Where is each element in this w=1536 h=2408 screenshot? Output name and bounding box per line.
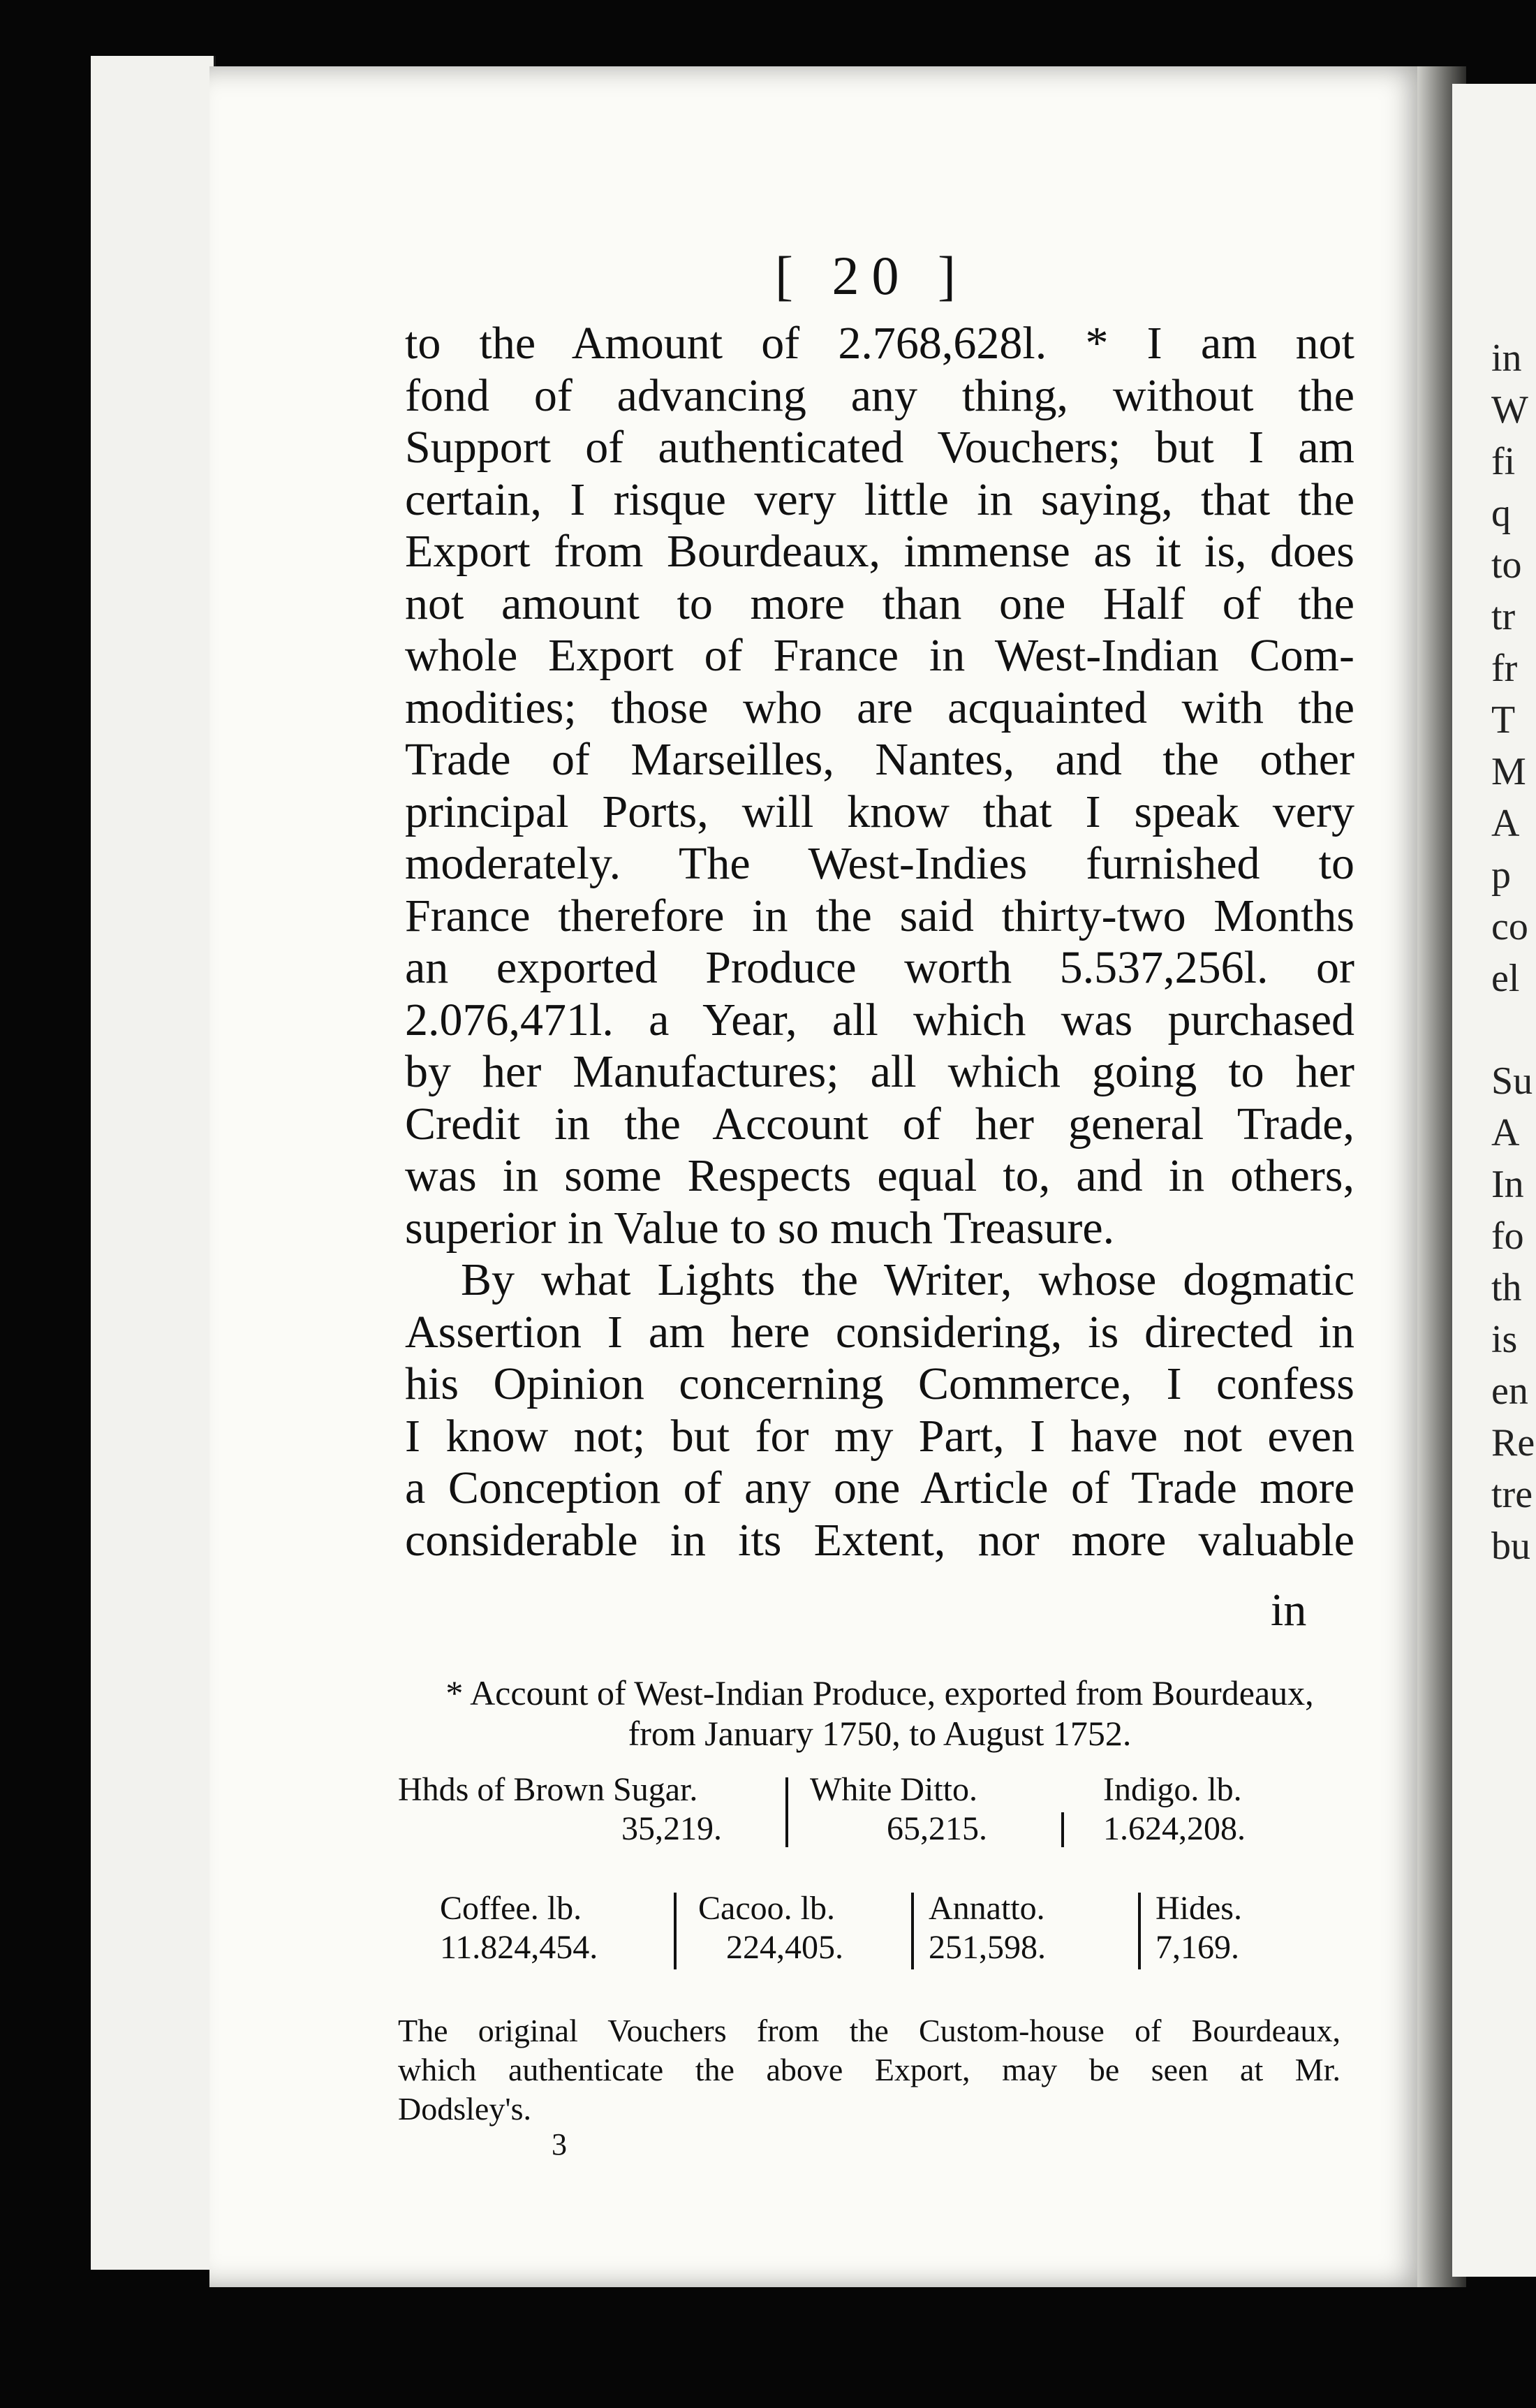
text-line: was in some Respects equal to, and in others,	[405, 1150, 1354, 1201]
cell-value: 251,598.	[929, 1929, 1046, 1966]
text-line: 2.076,471l. a Year, all which was purchased	[405, 994, 1354, 1045]
facing-text-fragment: p	[1491, 853, 1511, 897]
table-separator	[674, 1893, 677, 1969]
table-cell	[810, 1770, 987, 1849]
text-line: to the Amount of 2.768,628l. * I am not	[405, 318, 1354, 369]
text-line: I know not; but for my Part, I have not even	[405, 1410, 1354, 1462]
vouchers-note	[398, 2011, 1341, 2129]
cell-value: 224,405.	[726, 1929, 843, 1966]
cell-label: Coffee. lb.	[440, 1890, 582, 1927]
text-line: whole Export of France in West-Indian Com-	[405, 630, 1354, 681]
facing-text-fragment: en	[1491, 1370, 1528, 1413]
facing-text-fragment: M	[1491, 750, 1526, 793]
text-line: Support of authenticated Vouchers; but I am	[405, 422, 1354, 473]
cell-label: Hhds of Brown Sugar.	[398, 1771, 698, 1808]
cell-value: 65,215.	[887, 1810, 987, 1847]
text-line: modities; those who are acquainted with the	[405, 682, 1354, 733]
facing-text-fragment: in	[1491, 337, 1522, 380]
main-text	[405, 318, 1354, 1566]
facing-page	[1452, 84, 1536, 2277]
facing-text-fragment: bu	[1491, 1525, 1530, 1568]
facing-text-fragment: to	[1491, 543, 1522, 587]
table-cell	[698, 1889, 843, 1967]
facing-text-fragment: Su	[1491, 1059, 1533, 1103]
text-line: fond of advancing any thing, without the	[405, 369, 1354, 421]
signature-mark: 3	[552, 2127, 567, 2161]
text-line: by her Manufactures; all which going to her	[405, 1046, 1354, 1097]
table-separator	[1138, 1893, 1141, 1969]
text-line: superior in Value to so much Treasure.	[405, 1202, 1115, 1254]
table-separator	[785, 1777, 788, 1847]
facing-text-fragment: tre	[1491, 1473, 1533, 1516]
text-line: principal Ports, will know that I speak very	[405, 786, 1354, 837]
text-line: certain, I risque very little in saying, that the	[405, 473, 1354, 525]
text-line: considerable in its Extent, nor more valuable	[405, 1514, 1354, 1566]
table-cell	[440, 1889, 598, 1967]
table-cell	[398, 1770, 722, 1849]
text-line: By what Lights the Writer, whose dogmatic	[461, 1254, 1354, 1305]
facing-text-fragment: co	[1491, 905, 1528, 948]
table-cell	[929, 1889, 1046, 1967]
cell-value: 7,169.	[1155, 1929, 1239, 1966]
facing-text-fragment: A	[1491, 1111, 1520, 1154]
facing-text-fragment: fr	[1491, 647, 1518, 690]
text-line: Trade of Marseilles, Nantes, and the other	[405, 734, 1354, 785]
facing-text-fragment: th	[1491, 1266, 1522, 1309]
table-separator	[911, 1893, 914, 1969]
text-line: his Opinion concerning Commerce, I confess	[405, 1358, 1354, 1409]
facing-text-fragment: el	[1491, 957, 1520, 1000]
text-line: moderately. The West-Indies furnished to	[405, 838, 1354, 889]
facing-text-fragment: tr	[1491, 595, 1516, 638]
cell-label: Indigo. lb.	[1103, 1771, 1242, 1808]
facing-text-fragment: is	[1491, 1318, 1518, 1361]
facing-text-fragment: T	[1491, 698, 1516, 742]
footnote-subtitle: from January 1750, to August 1752.	[628, 1714, 1132, 1753]
cell-label: Cacoo. lb.	[698, 1890, 835, 1927]
facing-text-fragment: A	[1491, 802, 1520, 845]
page-number: [ 20 ]	[775, 245, 968, 306]
text-line: France therefore in the said thirty-two Months	[405, 890, 1354, 941]
facing-text-fragment: In	[1491, 1163, 1524, 1206]
text-line: Assertion I am here considering, is directed in	[405, 1306, 1354, 1358]
facing-text-fragment: W	[1491, 388, 1528, 432]
footnote-title: * Account of West-Indian Produce, exported from Bourdeaux,	[445, 1673, 1314, 1712]
catchword: in	[1271, 1585, 1307, 1636]
vouchers-line: which authenticate the above Export, may be seen at Mr.	[398, 2052, 1341, 2087]
text-line: a Conception of any one Article of Trade more	[405, 1462, 1354, 1513]
table-cell	[1103, 1770, 1246, 1849]
facing-text-fragment: fo	[1491, 1214, 1524, 1258]
cell-value: 11.824,454.	[440, 1929, 598, 1966]
cell-value: 35,219.	[621, 1810, 722, 1847]
text-line: an exported Produce worth 5.537,256l. or	[405, 942, 1354, 993]
facing-text-fragment: Re	[1491, 1421, 1535, 1464]
text-line: Export from Bourdeaux, immense as it is, does	[405, 526, 1354, 577]
facing-text-fragment: q	[1491, 492, 1511, 535]
cell-label: White Ditto.	[810, 1771, 977, 1808]
text-line: not amount to more than one Half of the	[405, 578, 1354, 629]
cell-label: Hides.	[1155, 1890, 1242, 1927]
vouchers-line: Dodsley's.	[398, 2091, 532, 2127]
table-separator	[1061, 1812, 1064, 1847]
text-line: Credit in the Account of her general Trade,	[405, 1098, 1354, 1150]
vouchers-line: The original Vouchers from the Custom-house of Bourdeaux,	[398, 2013, 1341, 2048]
facing-text-fragment: fi	[1491, 440, 1516, 483]
cell-value: 1.624,208.	[1103, 1810, 1246, 1847]
cell-label: Annatto.	[929, 1890, 1045, 1927]
footnote	[398, 1673, 1361, 1754]
table-cell	[1155, 1889, 1242, 1967]
